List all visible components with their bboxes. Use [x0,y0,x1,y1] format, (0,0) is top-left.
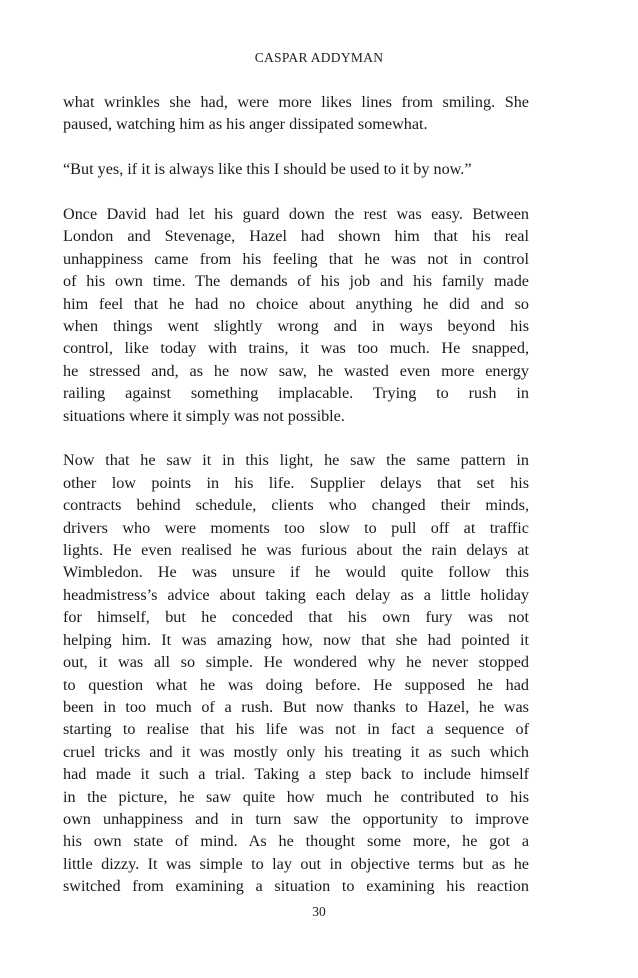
body-text [63,91,529,898]
text-line: Wimbledon. He was unsure if he would quite follow this [63,563,529,582]
text-line: situations where it simply was not possible. [63,406,345,425]
text-line: his own state of mind. As he thought some more, he got a [63,832,529,851]
text-line: contracts behind schedule, clients who changed their minds, [63,496,529,515]
text-line: helping him. It was amazing how, now that she had pointed it [63,630,529,649]
paragraph-4 [63,449,529,897]
paragraph-2 [63,158,529,180]
text-line: to question what he was doing before. He supposed he had [63,675,529,694]
text-line: drivers who were moments too slow to pull off at traffic [63,518,529,537]
text-line: he stressed and, as he now saw, he wasted even more energy [63,361,529,380]
text-line: had made it such a trial. Taking a step back to include himself [63,765,529,784]
text-line: Once David had let his guard down the rest was easy. Between [63,205,529,223]
paragraph-1 [63,91,529,136]
running-head: CASPAR ADDYMAN [254,50,384,65]
text-line: what wrinkles she had, were more likes lines from smiling. She [63,93,529,111]
page-number: 30 [312,904,326,919]
paragraph-3 [63,203,529,427]
text-line: other low points in his life. Supplier delays that set his [63,473,529,492]
text-line: paused, watching him as his anger dissipated somewhat. [63,115,428,134]
text-line: headmistress’s advice about taking each delay as a little holiday [63,585,529,604]
text-line: railing against something implacable. Trying to rush in [63,384,529,403]
text-line: for himself, but he conceded that his own fury was not [63,608,529,627]
text-line: been in too much of a rush. But now thanks to Hazel, he was [63,697,529,716]
text-line: lights. He even realised he was furious about the rain delays at [63,541,529,560]
text-line: own unhappiness and in turn saw the opportunity to improve [63,809,529,828]
text-line: London and Stevenage, Hazel had shown him that his real [63,227,529,246]
text-line: control, like today with trains, it was too much. He snapped, [63,339,529,358]
text-line: switched from examining a situation to examining his reaction [63,877,529,896]
text-line: him feel that he had no choice about anything he did and so [63,294,529,313]
text-line: out, it was all so simple. He wondered why he never stopped [63,653,529,672]
text-line: cruel tricks and it was mostly only his treating it as such which [63,742,529,761]
text-line: starting to realise that his life was not in fact a sequence of [63,720,529,739]
text-line: in the picture, he saw quite how much he contributed to his [63,787,529,806]
text-line: when things went slightly wrong and in ways beyond his [63,317,529,336]
text-line: of his own time. The demands of his job and his family made [63,272,529,291]
text-line: Now that he saw it in this light, he saw the same pattern in [63,451,529,470]
text-line: unhappiness came from his feeling that he was not in control [63,249,529,268]
text-line: “But yes, if it is always like this I should be used to it by now.” [63,160,472,179]
text-line: little dizzy. It was simple to lay out in objective terms but as he [63,854,529,873]
